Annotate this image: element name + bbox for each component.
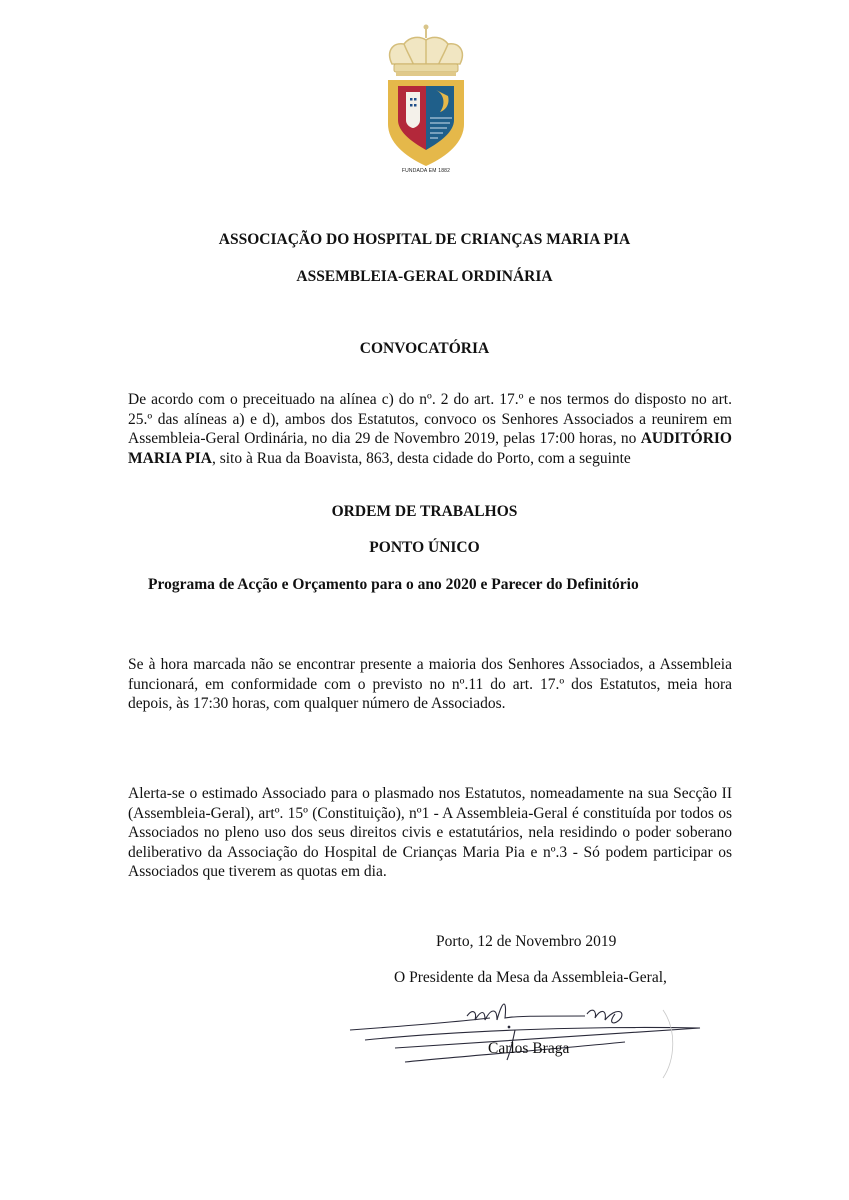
coat-of-arms-icon <box>384 24 468 176</box>
intro-text: De acordo com o preceituado na alínea c) do nº. 2 do art. 17.º e nos termos do disposto no art. 25.º das alíneas a) e d), ambos dos Estatutos, convoco os Senhores Associados a reunirem em Assembleia-Geral Ordinária, no dia 29 de Novembro 2019, pelas 17:00 horas, no <box>128 391 732 447</box>
assembly-title: ASSEMBLEIA-GERAL ORDINÁRIA <box>296 268 553 285</box>
founded-caption: FUNDADA EM 1882 <box>401 168 451 174</box>
crown-icon <box>390 25 463 77</box>
shield-icon <box>388 80 464 166</box>
quorum-paragraph: Se à hora marcada não se encontrar presente a maioria dos Senhores Associados, a Assembleia funcionará, em conformidade com o previsto no nº.11 do art. 17.º dos Estatutos, meia hora depois, às 17:30 horas, com qualquer número de Associados. <box>128 656 732 712</box>
signatory-name: Carlos Braga <box>488 1040 570 1057</box>
intro-paragraph <box>128 390 732 468</box>
agenda-heading: ORDEM DE TRABALHOS <box>331 503 518 520</box>
signatory-role: O Presidente da Mesa da Assembleia-Geral, <box>394 969 667 986</box>
document-title: CONVOCATÓRIA <box>359 340 490 357</box>
notice-paragraph: Alerta-se o estimado Associado para o plasmado nos Estatutos, nomeadamente na sua Secção II (Assembleia-Geral), artº. 15º (Constituição), nº1 - A Assembleia-Geral é constituída por todos os Associados no pleno uso dos seus direitos civis e estatutários, nela residindo o poder soberano deliberativo da Associação do Hospital de Crianças Maria Pia e nº.3 - Só podem participar os Associados que tiverem as quotas em dia. <box>128 785 732 880</box>
agenda-subheading: PONTO ÚNICO <box>369 539 480 556</box>
agenda-item: Programa de Acção e Orçamento para o ano 2020 e Parecer do Definitório <box>148 576 639 593</box>
organization-name: ASSOCIAÇÃO DO HOSPITAL DE CRIANÇAS MARIA PIA <box>218 231 631 248</box>
intro-text-end: , sito à Rua da Boavista, 863, desta cidade do Porto, com a seguinte <box>211 449 631 467</box>
venue-name: AUDITÓRIO MARIA PIA <box>128 430 732 467</box>
place-date: Porto, 12 de Novembro 2019 <box>436 933 617 950</box>
